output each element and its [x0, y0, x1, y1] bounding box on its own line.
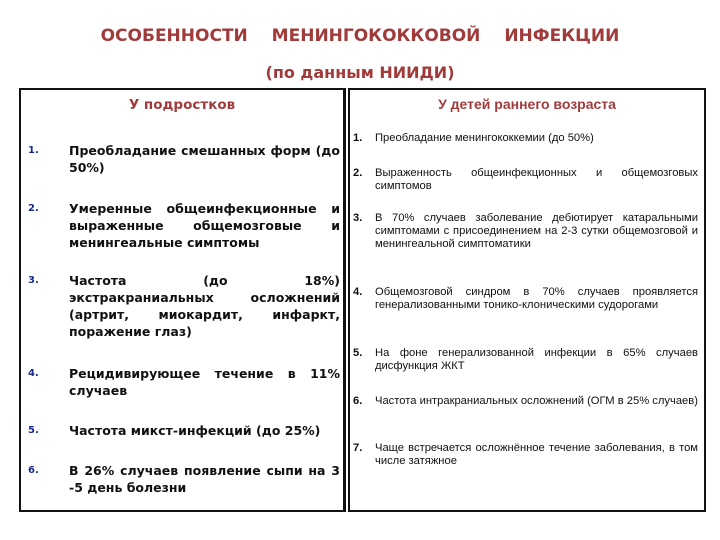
item-text: Умеренные общеинфекционные и выраженные общемозговые и менингеальные симптомы [69, 201, 340, 250]
slide-subtitle: (по данным НИИДИ) [265, 63, 455, 82]
infants-panel [348, 88, 706, 512]
item-text: Частота (до 18%) экстракраниальных осложнений (артрит, миокардит, инфаркт, поражение глаз) [69, 273, 340, 339]
item-text: Частота интракраниальных осложнений (ОГМ в 25% случаев) [375, 395, 698, 407]
item-number: 5. [28, 425, 39, 436]
list-item [28, 365, 340, 399]
list-item [28, 142, 340, 176]
item-text: Преобладание менингококкемии (до 50%) [375, 132, 594, 144]
list-item [28, 272, 340, 340]
adolescents-heading: У подростков [128, 97, 236, 113]
infants-heading: У детей раннего возраста [438, 96, 616, 112]
item-number: 5. [353, 347, 363, 359]
item-number: 7. [353, 442, 363, 454]
item-number: 6. [353, 395, 363, 407]
item-text: Преобладание смешанных форм (до 50%) [69, 143, 340, 175]
slide-title: ОСОБЕННОСТИ МЕНИНГОКОККОВОЙ ИНФЕКЦИИ [100, 26, 620, 46]
list-item [28, 422, 340, 439]
item-text: Чаще встречается осложнённое течение заболевания, в том числе затяжное [375, 442, 698, 467]
list-item [353, 132, 698, 145]
item-number: 1. [353, 132, 363, 144]
list-item [28, 200, 340, 251]
item-text: Общемозговой синдром в 70% случаев проявляется генерализованными тонико-клоническими судорогами [375, 286, 698, 311]
list-item [353, 212, 698, 251]
item-number: 6. [28, 465, 39, 476]
item-number: 4. [28, 368, 39, 379]
divider [344, 88, 346, 512]
list-item [28, 462, 340, 496]
adolescents-panel [19, 88, 345, 512]
item-text: В 26% случаев появление сыпи на 3 -5 день болезни [69, 463, 340, 495]
item-text: Выраженность общеинфекционных и общемозговых симптомов [375, 167, 698, 192]
item-text: В 70% случаев заболевание дебютирует катаральными симптомами с присоединением на 2-3 сутки общемозговой и менингеальной симптоматики [375, 212, 698, 250]
list-item [353, 167, 698, 193]
item-number: 3. [28, 275, 39, 286]
item-text: Рецидивирующее течение в 11% случаев [69, 366, 340, 398]
item-number: 2. [28, 203, 39, 214]
list-item [353, 286, 698, 312]
item-number: 3. [353, 212, 363, 224]
item-number: 1. [28, 145, 39, 156]
item-text: Частота микст-инфекций (до 25%) [69, 423, 321, 438]
list-item [353, 347, 698, 373]
item-number: 2. [353, 167, 363, 179]
list-item [353, 395, 698, 408]
item-number: 4. [353, 286, 363, 298]
list-item [353, 442, 698, 468]
item-text: На фоне генерализованной инфекции в 65% случаев дисфункция ЖКТ [375, 347, 698, 372]
